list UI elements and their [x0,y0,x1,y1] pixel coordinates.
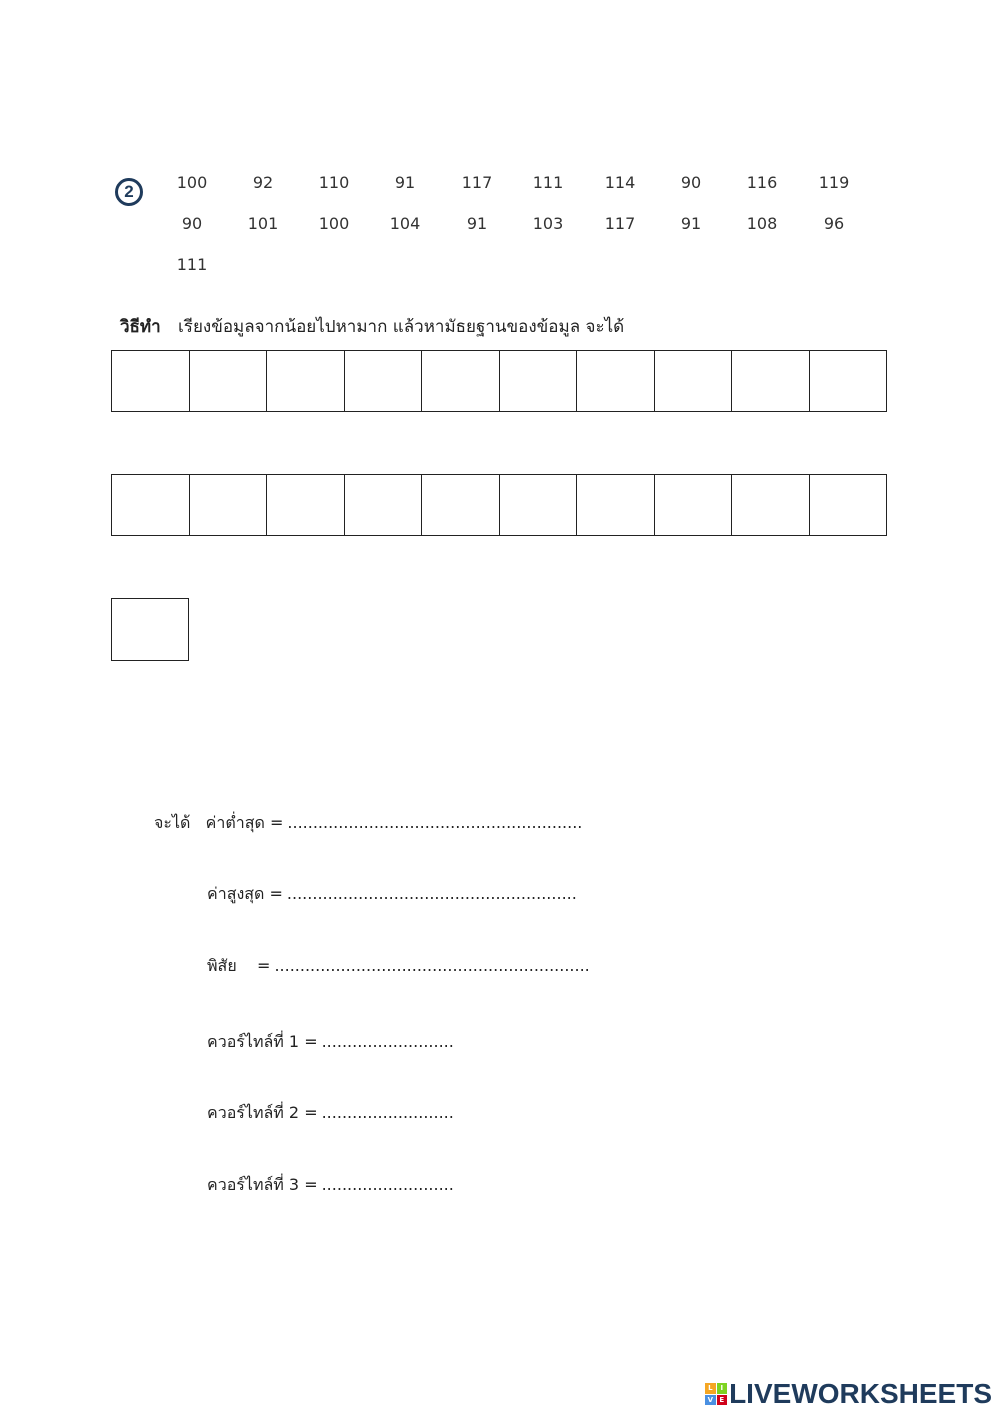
data-value: 108 [746,214,778,233]
answer-cell[interactable] [112,351,190,411]
data-value: 92 [252,173,274,192]
answer-cell[interactable] [190,351,268,411]
q3-label: ควอร์ไทล์ที่ 3 = [207,1175,318,1194]
sorted-data-row-1 [111,350,887,412]
answer-cell[interactable] [655,475,733,535]
data-value: 111 [176,255,208,274]
question-number-badge: 2 [115,178,143,206]
data-value: 114 [604,173,636,192]
answer-cell[interactable] [732,475,810,535]
q1-input[interactable]: .......................... [321,1032,454,1051]
data-value: 116 [746,173,778,192]
answer-cell[interactable] [112,475,190,535]
range-label: พิสัย = [207,956,271,975]
q1-label: ควอร์ไทล์ที่ 1 = [207,1032,318,1051]
min-label: ค่าต่ำสุด = [205,813,284,832]
answer-range-line [207,954,590,979]
data-value: 117 [461,173,493,192]
answer-cell[interactable] [500,475,578,535]
answer-cell[interactable] [422,351,500,411]
min-input[interactable]: .......................................................... [287,813,583,832]
answer-prefix: จะได้ [154,813,191,832]
data-value: 91 [466,214,488,233]
answer-cell[interactable] [577,475,655,535]
data-value: 110 [318,173,350,192]
data-value: 111 [532,173,564,192]
data-value: 100 [318,214,350,233]
liveworksheets-logo[interactable] [705,1378,992,1410]
answer-cell[interactable] [810,475,887,535]
max-label: ค่าสูงสุด = [207,884,283,903]
liveworksheets-icon: L I V E [705,1383,727,1405]
q2-label: ควอร์ไทล์ที่ 2 = [207,1103,318,1122]
answer-min-line [154,811,582,836]
answer-q2-line [207,1101,454,1126]
data-value: 117 [604,214,636,233]
answer-cell[interactable] [267,475,345,535]
brand-name: LIVEWORKSHEETS [729,1378,992,1409]
answer-q1-line [207,1030,454,1055]
answer-cell[interactable] [810,351,887,411]
max-input[interactable]: ......................................................... [286,884,577,903]
q2-input[interactable]: .......................... [321,1103,454,1122]
answer-cell[interactable] [190,475,268,535]
answer-cell[interactable] [267,351,345,411]
range-input[interactable]: .............................................................. [274,956,590,975]
data-value: 90 [181,214,203,233]
answer-max-line [207,882,577,907]
answer-cell[interactable] [422,475,500,535]
q3-input[interactable]: .......................... [321,1175,454,1194]
data-value: 91 [394,173,416,192]
sorted-data-row-3-cell[interactable] [111,598,189,661]
answer-q3-line [207,1173,454,1198]
answer-cell[interactable] [732,351,810,411]
data-value: 101 [247,214,279,233]
answer-cell[interactable] [500,351,578,411]
data-value: 119 [818,173,850,192]
answer-cell[interactable] [655,351,733,411]
data-value: 100 [176,173,208,192]
data-value: 90 [680,173,702,192]
answer-cell[interactable] [345,475,423,535]
answer-cell[interactable] [345,351,423,411]
instruction-label: วิธีทำ [120,317,161,337]
answer-cell[interactable] [577,351,655,411]
sorted-data-row-2 [111,474,887,536]
data-value: 104 [389,214,421,233]
instruction-text: เรียงข้อมูลจากน้อยไปหามาก แล้วหามัธยฐานของข้อมูล จะได้ [178,317,625,337]
data-value: 96 [823,214,845,233]
data-value: 103 [532,214,564,233]
data-value: 91 [680,214,702,233]
